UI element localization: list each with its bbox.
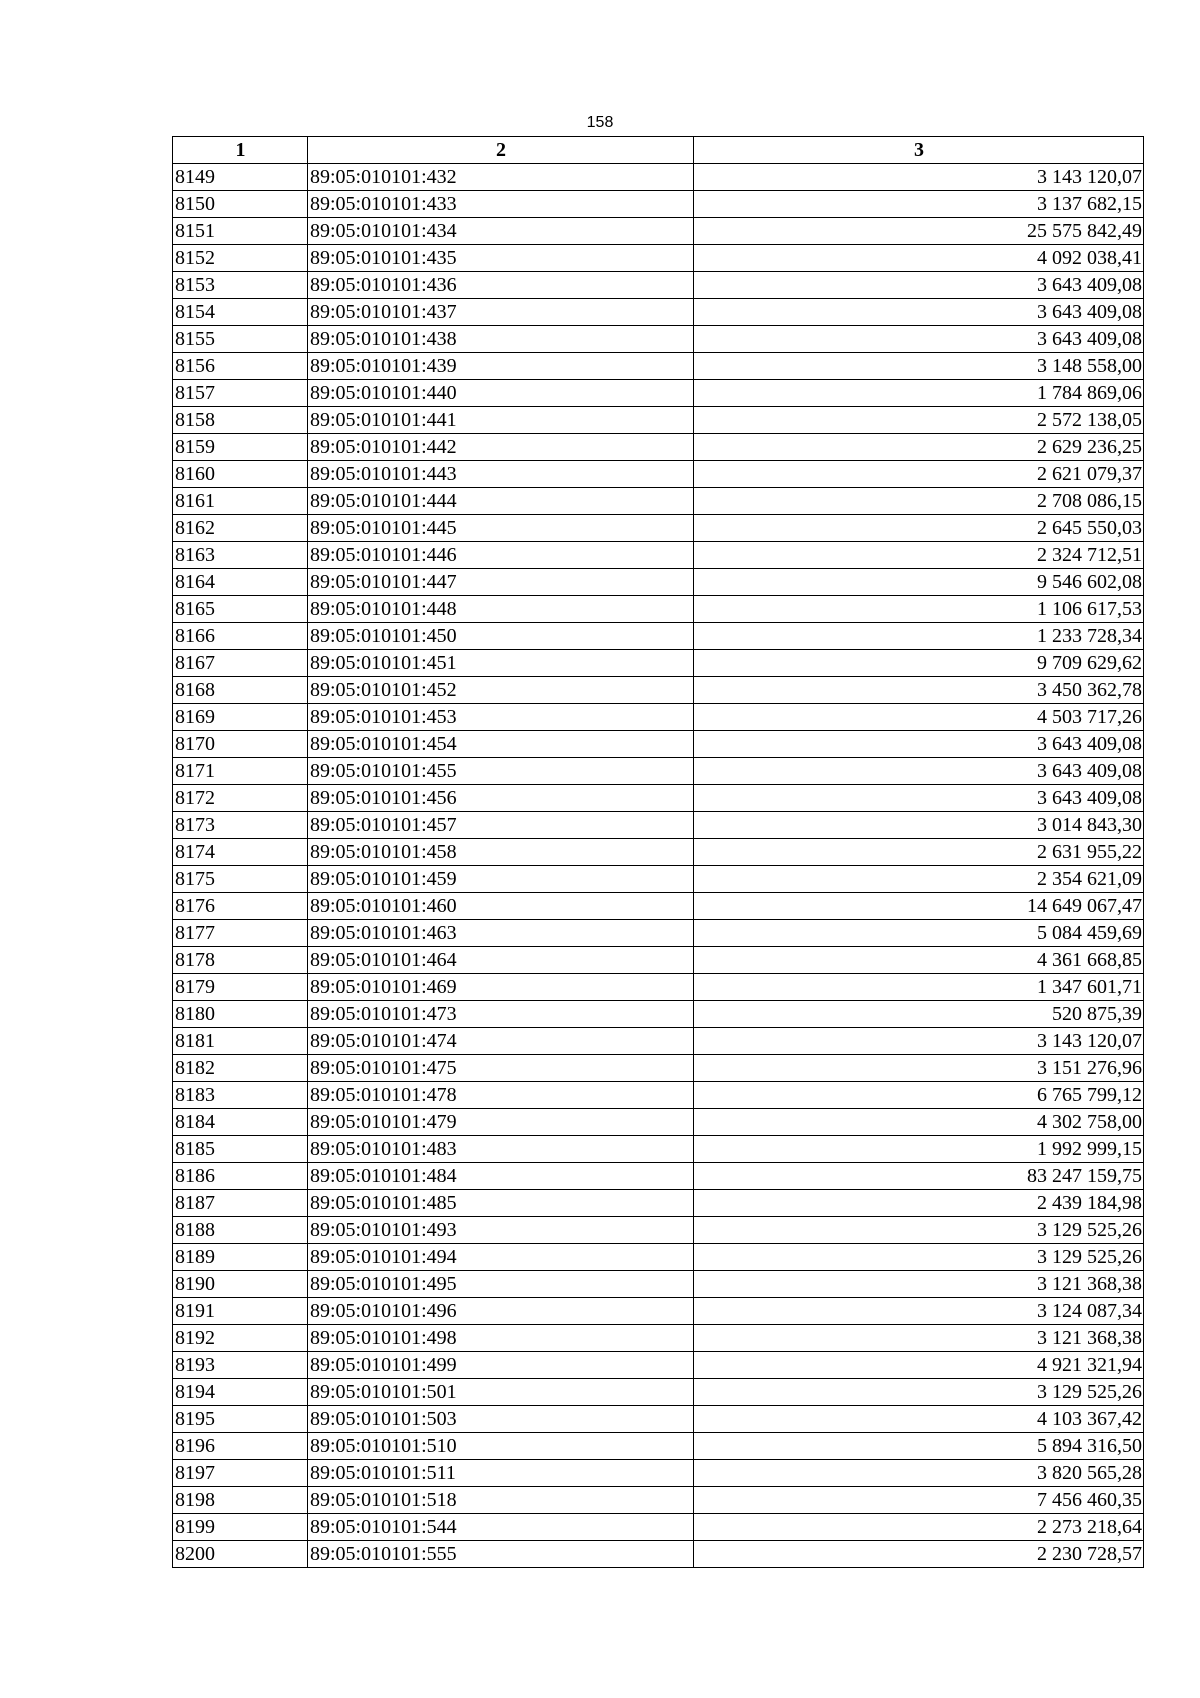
row-index-cell: 8193 — [173, 1352, 308, 1379]
table-row — [173, 1055, 1144, 1082]
row-index-cell: 8180 — [173, 1001, 308, 1028]
table-row — [173, 1028, 1144, 1055]
table-row — [173, 1406, 1144, 1433]
cadastral-number-cell: 89:05:010101:458 — [308, 839, 694, 866]
row-index-cell: 8192 — [173, 1325, 308, 1352]
value-cell: 3 129 525,26 — [694, 1244, 1144, 1271]
cadastral-number-cell: 89:05:010101:439 — [308, 353, 694, 380]
row-index-cell: 8182 — [173, 1055, 308, 1082]
table-row — [173, 164, 1144, 191]
value-cell: 2 354 621,09 — [694, 866, 1144, 893]
cadastral-number-cell: 89:05:010101:494 — [308, 1244, 694, 1271]
cadastral-number-cell: 89:05:010101:469 — [308, 974, 694, 1001]
value-cell: 7 456 460,35 — [694, 1487, 1144, 1514]
table-row — [173, 515, 1144, 542]
table-row — [173, 974, 1144, 1001]
row-index-cell: 8168 — [173, 677, 308, 704]
cadastral-number-cell: 89:05:010101:464 — [308, 947, 694, 974]
value-cell: 2 572 138,05 — [694, 407, 1144, 434]
cadastral-number-cell: 89:05:010101:437 — [308, 299, 694, 326]
row-index-cell: 8155 — [173, 326, 308, 353]
row-index-cell: 8161 — [173, 488, 308, 515]
cadastral-number-cell: 89:05:010101:441 — [308, 407, 694, 434]
row-index-cell: 8159 — [173, 434, 308, 461]
row-index-cell: 8199 — [173, 1514, 308, 1541]
row-index-cell: 8176 — [173, 893, 308, 920]
table-row — [173, 596, 1144, 623]
row-index-cell: 8190 — [173, 1271, 308, 1298]
table-row — [173, 1298, 1144, 1325]
value-cell: 3 129 525,26 — [694, 1379, 1144, 1406]
cadastral-number-cell: 89:05:010101:432 — [308, 164, 694, 191]
page-number: 158 — [586, 114, 614, 131]
value-cell: 4 092 038,41 — [694, 245, 1144, 272]
row-index-cell: 8196 — [173, 1433, 308, 1460]
table-row — [173, 1109, 1144, 1136]
row-index-cell: 8175 — [173, 866, 308, 893]
table-row — [173, 1514, 1144, 1541]
column-header-3: 3 — [694, 137, 1144, 164]
cadastral-number-cell: 89:05:010101:499 — [308, 1352, 694, 1379]
cadastral-number-cell: 89:05:010101:544 — [308, 1514, 694, 1541]
value-cell: 3 121 368,38 — [694, 1271, 1144, 1298]
row-index-cell: 8165 — [173, 596, 308, 623]
value-cell: 3 643 409,08 — [694, 272, 1144, 299]
row-index-cell: 8156 — [173, 353, 308, 380]
value-cell: 3 129 525,26 — [694, 1217, 1144, 1244]
cadastral-number-cell: 89:05:010101:451 — [308, 650, 694, 677]
value-cell: 3 643 409,08 — [694, 326, 1144, 353]
cadastral-number-cell: 89:05:010101:434 — [308, 218, 694, 245]
table-row — [173, 1217, 1144, 1244]
value-cell: 4 103 367,42 — [694, 1406, 1144, 1433]
table-row — [173, 1271, 1144, 1298]
table-row — [173, 1487, 1144, 1514]
row-index-cell: 8167 — [173, 650, 308, 677]
table-row — [173, 1244, 1144, 1271]
table-row — [173, 245, 1144, 272]
row-index-cell: 8151 — [173, 218, 308, 245]
value-cell: 3 643 409,08 — [694, 299, 1144, 326]
table-row — [173, 812, 1144, 839]
cadastral-number-cell: 89:05:010101:495 — [308, 1271, 694, 1298]
row-index-cell: 8169 — [173, 704, 308, 731]
column-header-1: 1 — [173, 137, 308, 164]
table-row — [173, 1190, 1144, 1217]
cadastral-number-cell: 89:05:010101:455 — [308, 758, 694, 785]
value-cell: 1 233 728,34 — [694, 623, 1144, 650]
cadastral-number-cell: 89:05:010101:443 — [308, 461, 694, 488]
row-index-cell: 8162 — [173, 515, 308, 542]
value-cell: 3 450 362,78 — [694, 677, 1144, 704]
row-index-cell: 8179 — [173, 974, 308, 1001]
table-row — [173, 893, 1144, 920]
cadastral-number-cell: 89:05:010101:450 — [308, 623, 694, 650]
cadastral-number-cell: 89:05:010101:452 — [308, 677, 694, 704]
table-row — [173, 866, 1144, 893]
value-cell: 3 151 276,96 — [694, 1055, 1144, 1082]
value-cell: 83 247 159,75 — [694, 1163, 1144, 1190]
cadastral-number-cell: 89:05:010101:555 — [308, 1541, 694, 1568]
table-row — [173, 272, 1144, 299]
value-cell: 3 643 409,08 — [694, 731, 1144, 758]
table-row — [173, 839, 1144, 866]
cadastral-number-cell: 89:05:010101:436 — [308, 272, 694, 299]
table-row — [173, 947, 1144, 974]
value-cell: 3 014 843,30 — [694, 812, 1144, 839]
table-row — [173, 785, 1144, 812]
table-row — [173, 1460, 1144, 1487]
cadastral-number-cell: 89:05:010101:485 — [308, 1190, 694, 1217]
table-row — [173, 1163, 1144, 1190]
cadastral-number-cell: 89:05:010101:510 — [308, 1433, 694, 1460]
value-cell: 2 629 236,25 — [694, 434, 1144, 461]
table-row — [173, 299, 1144, 326]
value-cell: 2 645 550,03 — [694, 515, 1144, 542]
value-cell: 6 765 799,12 — [694, 1082, 1144, 1109]
data-table — [172, 136, 1144, 1568]
cadastral-number-cell: 89:05:010101:479 — [308, 1109, 694, 1136]
table-row — [173, 677, 1144, 704]
cadastral-number-cell: 89:05:010101:484 — [308, 1163, 694, 1190]
table-row — [173, 1082, 1144, 1109]
cadastral-number-cell: 89:05:010101:447 — [308, 569, 694, 596]
row-index-cell: 8198 — [173, 1487, 308, 1514]
cadastral-number-cell: 89:05:010101:454 — [308, 731, 694, 758]
row-index-cell: 8177 — [173, 920, 308, 947]
row-index-cell: 8189 — [173, 1244, 308, 1271]
cadastral-number-cell: 89:05:010101:433 — [308, 191, 694, 218]
cadastral-number-cell: 89:05:010101:438 — [308, 326, 694, 353]
value-cell: 2 708 086,15 — [694, 488, 1144, 515]
table-row — [173, 1379, 1144, 1406]
value-cell: 2 621 079,37 — [694, 461, 1144, 488]
table-row — [173, 542, 1144, 569]
table-row — [173, 407, 1144, 434]
row-index-cell: 8171 — [173, 758, 308, 785]
row-index-cell: 8186 — [173, 1163, 308, 1190]
value-cell: 2 631 955,22 — [694, 839, 1144, 866]
row-index-cell: 8188 — [173, 1217, 308, 1244]
cadastral-number-cell: 89:05:010101:518 — [308, 1487, 694, 1514]
table-row — [173, 1136, 1144, 1163]
row-index-cell: 8158 — [173, 407, 308, 434]
table-row — [173, 326, 1144, 353]
row-index-cell: 8185 — [173, 1136, 308, 1163]
value-cell: 4 921 321,94 — [694, 1352, 1144, 1379]
value-cell: 3 143 120,07 — [694, 164, 1144, 191]
table-row — [173, 1433, 1144, 1460]
value-cell: 5 894 316,50 — [694, 1433, 1144, 1460]
row-index-cell: 8152 — [173, 245, 308, 272]
table-row — [173, 1325, 1144, 1352]
table-row — [173, 623, 1144, 650]
table-row — [173, 704, 1144, 731]
cadastral-number-cell: 89:05:010101:444 — [308, 488, 694, 515]
cadastral-number-cell: 89:05:010101:498 — [308, 1325, 694, 1352]
value-cell: 1 992 999,15 — [694, 1136, 1144, 1163]
cadastral-number-cell: 89:05:010101:453 — [308, 704, 694, 731]
table-row — [173, 1352, 1144, 1379]
table-row — [173, 920, 1144, 947]
cadastral-number-cell: 89:05:010101:511 — [308, 1460, 694, 1487]
table-row — [173, 1001, 1144, 1028]
row-index-cell: 8173 — [173, 812, 308, 839]
row-index-cell: 8153 — [173, 272, 308, 299]
cadastral-number-cell: 89:05:010101:459 — [308, 866, 694, 893]
table-body — [173, 164, 1144, 1568]
table-row — [173, 1541, 1144, 1568]
value-cell: 1 347 601,71 — [694, 974, 1144, 1001]
table-row — [173, 569, 1144, 596]
value-cell: 3 121 368,38 — [694, 1325, 1144, 1352]
value-cell: 3 143 120,07 — [694, 1028, 1144, 1055]
value-cell: 5 084 459,69 — [694, 920, 1144, 947]
table-row — [173, 380, 1144, 407]
table-row — [173, 488, 1144, 515]
cadastral-number-cell: 89:05:010101:496 — [308, 1298, 694, 1325]
row-index-cell: 8172 — [173, 785, 308, 812]
cadastral-number-cell: 89:05:010101:474 — [308, 1028, 694, 1055]
table-row — [173, 731, 1144, 758]
row-index-cell: 8195 — [173, 1406, 308, 1433]
cadastral-number-cell: 89:05:010101:483 — [308, 1136, 694, 1163]
row-index-cell: 8184 — [173, 1109, 308, 1136]
column-header-2: 2 — [308, 137, 694, 164]
cadastral-number-cell: 89:05:010101:448 — [308, 596, 694, 623]
value-cell: 3 643 409,08 — [694, 785, 1144, 812]
value-cell: 25 575 842,49 — [694, 218, 1144, 245]
row-index-cell: 8149 — [173, 164, 308, 191]
value-cell: 3 643 409,08 — [694, 758, 1144, 785]
value-cell: 9 709 629,62 — [694, 650, 1144, 677]
cadastral-number-cell: 89:05:010101:503 — [308, 1406, 694, 1433]
table-row — [173, 461, 1144, 488]
row-index-cell: 8187 — [173, 1190, 308, 1217]
row-index-cell: 8170 — [173, 731, 308, 758]
cadastral-number-cell: 89:05:010101:460 — [308, 893, 694, 920]
table-row — [173, 191, 1144, 218]
value-cell: 9 546 602,08 — [694, 569, 1144, 596]
row-index-cell: 8197 — [173, 1460, 308, 1487]
cadastral-number-cell: 89:05:010101:435 — [308, 245, 694, 272]
row-index-cell: 8181 — [173, 1028, 308, 1055]
value-cell: 4 361 668,85 — [694, 947, 1144, 974]
row-index-cell: 8183 — [173, 1082, 308, 1109]
row-index-cell: 8157 — [173, 380, 308, 407]
row-index-cell: 8194 — [173, 1379, 308, 1406]
table-row — [173, 218, 1144, 245]
cadastral-number-cell: 89:05:010101:463 — [308, 920, 694, 947]
value-cell: 3 148 558,00 — [694, 353, 1144, 380]
cadastral-number-cell: 89:05:010101:445 — [308, 515, 694, 542]
row-index-cell: 8160 — [173, 461, 308, 488]
value-cell: 3 137 682,15 — [694, 191, 1144, 218]
row-index-cell: 8178 — [173, 947, 308, 974]
cadastral-number-cell: 89:05:010101:478 — [308, 1082, 694, 1109]
value-cell: 3 820 565,28 — [694, 1460, 1144, 1487]
value-cell: 4 503 717,26 — [694, 704, 1144, 731]
cadastral-number-cell: 89:05:010101:493 — [308, 1217, 694, 1244]
row-index-cell: 8174 — [173, 839, 308, 866]
row-index-cell: 8200 — [173, 1541, 308, 1568]
table-row — [173, 434, 1144, 461]
cadastral-number-cell: 89:05:010101:501 — [308, 1379, 694, 1406]
value-cell: 2 273 218,64 — [694, 1514, 1144, 1541]
cadastral-number-cell: 89:05:010101:473 — [308, 1001, 694, 1028]
value-cell: 1 106 617,53 — [694, 596, 1144, 623]
value-cell: 520 875,39 — [694, 1001, 1144, 1028]
cadastral-number-cell: 89:05:010101:457 — [308, 812, 694, 839]
value-cell: 4 302 758,00 — [694, 1109, 1144, 1136]
table-row — [173, 353, 1144, 380]
value-cell: 2 439 184,98 — [694, 1190, 1144, 1217]
row-index-cell: 8154 — [173, 299, 308, 326]
value-cell: 14 649 067,47 — [694, 893, 1144, 920]
value-cell: 3 124 087,34 — [694, 1298, 1144, 1325]
cadastral-number-cell: 89:05:010101:446 — [308, 542, 694, 569]
value-cell: 2 324 712,51 — [694, 542, 1144, 569]
row-index-cell: 8164 — [173, 569, 308, 596]
table-row — [173, 758, 1144, 785]
row-index-cell: 8191 — [173, 1298, 308, 1325]
cadastral-number-cell: 89:05:010101:442 — [308, 434, 694, 461]
table-row — [173, 650, 1144, 677]
row-index-cell: 8163 — [173, 542, 308, 569]
row-index-cell: 8150 — [173, 191, 308, 218]
cadastral-number-cell: 89:05:010101:456 — [308, 785, 694, 812]
value-cell: 2 230 728,57 — [694, 1541, 1144, 1568]
cadastral-number-cell: 89:05:010101:475 — [308, 1055, 694, 1082]
value-cell: 1 784 869,06 — [694, 380, 1144, 407]
cadastral-number-cell: 89:05:010101:440 — [308, 380, 694, 407]
row-index-cell: 8166 — [173, 623, 308, 650]
table-header-row — [173, 137, 1144, 164]
